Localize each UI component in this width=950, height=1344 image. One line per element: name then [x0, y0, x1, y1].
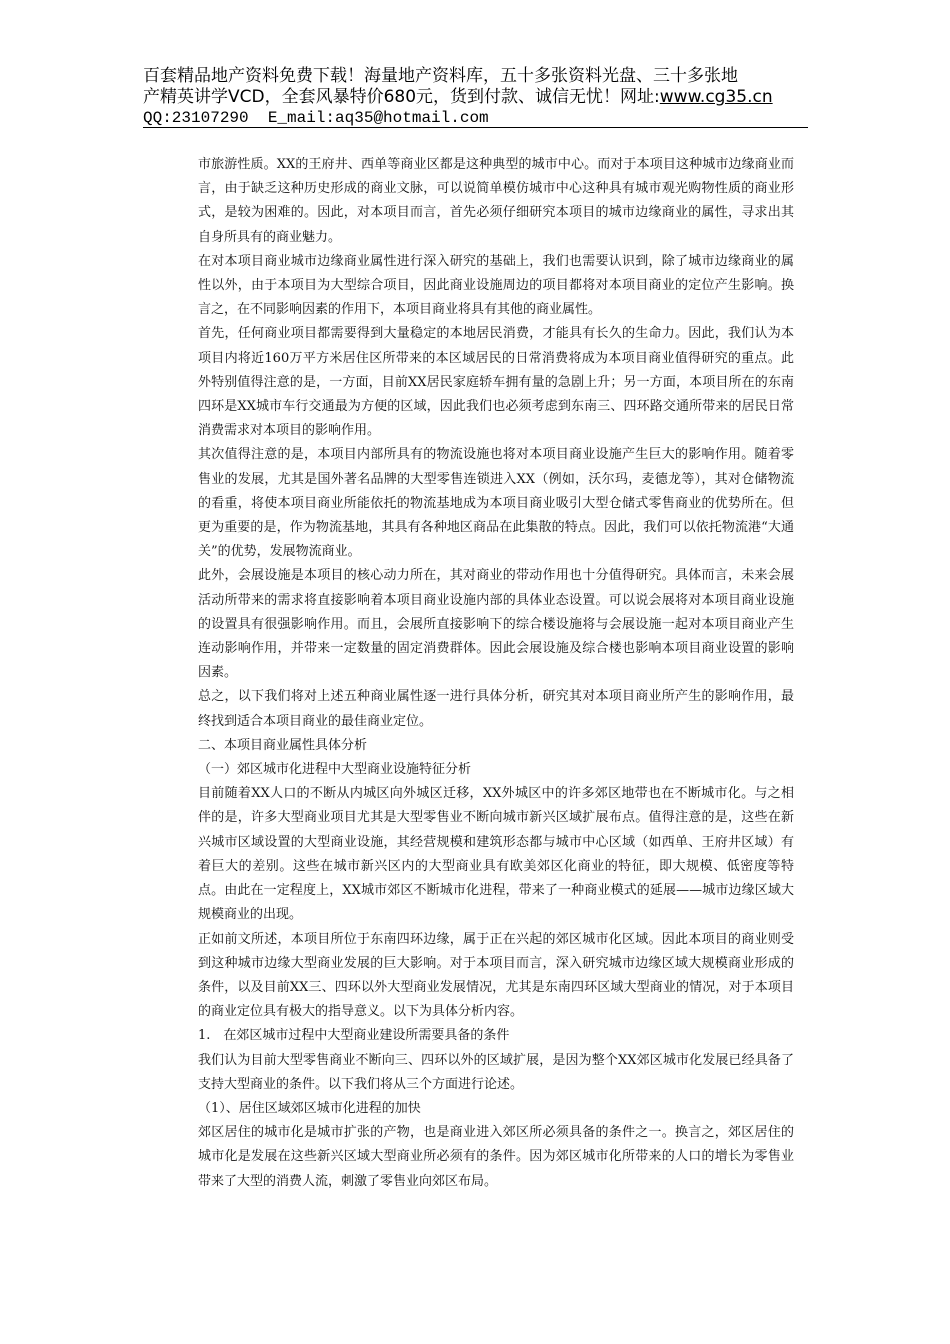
- page-header: [143, 66, 808, 129]
- paragraph: 正如前文所述，本项目所位于东南四环边缘，属于正在兴起的郊区城市化区域。因此本项目的商业则受到这种城市边缘大型商业发展的巨大影响。对于本项目而言，深入研究城市边缘区域大规模商业形成的条件，以及目前XX三、四环以外大型商业发展情况，尤其是东南四环区域大型商业的情况，对于本项目的商业定位具有极大的指导意义。以下为具体分析内容。: [198, 931, 794, 1020]
- section-heading: 二、本项目商业属性具体分析: [198, 737, 368, 753]
- paragraph: 其次值得注意的是，本项目内部所具有的物流设施也将对本项目商业设施产生巨大的影响作用。随着零售业的发展，尤其是国外著名品牌的大型零售连锁进入XX（例如，沃尔玛，麦德龙等），其对仓储物流的看重，将使本项目商业所能依托的物流基地成为本项目商业吸引大型仓储式零售商业的优势所在。但更为重要的是，作为物流基地，其具有各种地区商品在此集散的特点。因此，我们可以依托物流港“大通关”的优势，发展物流商业。: [198, 447, 794, 560]
- paragraph: 市旅游性质。XX的王府井、西单等商业区都是这种典型的城市中心。而对于本项目这种城市边缘商业而言，由于缺乏这种历史形成的商业文脉，可以说简单模仿城市中心这种具有城市观光购物性质的商业形式，是较为困难的。因此，对本项目而言，首先必须仔细研究本项目的城市边缘商业的属性，寻求出其自身所具有的商业魅力。: [198, 157, 794, 245]
- header-divider: [143, 127, 808, 128]
- paragraph: 我们认为目前大型零售商业不断向三、四环以外的区域扩展，是因为整个XX郊区城市化发展已经具备了支持大型商业的条件。以下我们将从三个方面进行论述。: [198, 1052, 794, 1092]
- header-line-1: 百套精品地产资料免费下载！海量地产资料库，五十多张资料光盘、三十多张地: [143, 66, 738, 86]
- header-promo-text: 产精英讲学VCD，全套风暴特价680元，货到付款、诚信无忧！网址:: [143, 87, 660, 107]
- subsection-heading: （一）郊区城市化进程中大型商业设施特征分析: [198, 762, 472, 778]
- sub-numbered-heading: （1）、居住区域郊区城市化进程的加快: [198, 1100, 421, 1116]
- paragraph: 首先，任何商业项目都需要得到大量稳定的本地居民消费，才能具有长久的生命力。因此，我们认为本项目内将近160万平方米居住区所带来的本区域居民的日常消费将成为本项目商业值得研究的重点。此外特别值得注意的是，一方面，目前XX居民家庭轿车拥有量的急剧上升；另一方面，本项目所在的东南四环是XX城市车行交通最为方便的区域，因此我们也必须考虑到东南三、四环路交通所带来的居民日常消费需求对本项目的影响作用。: [198, 326, 794, 439]
- header-line-2: [143, 87, 808, 108]
- paragraph: 总之，以下我们将对上述五种商业属性逐一进行具体分析，研究其对本项目商业所产生的影响作用，最终找到适合本项目商业的最佳商业定位。: [198, 689, 794, 729]
- paragraph: 在对本项目商业城市边缘商业属性进行深入研究的基础上，我们也需要认识到，除了城市边缘商业的属性以外，由于本项目为大型综合项目，因此商业设施周边的项目都将对本项目商业的定位产生影响。换言之，在不同影响因素的作用下，本项目商业将具有其他的商业属性。: [198, 253, 794, 318]
- paragraph: 此外，会展设施是本项目的核心动力所在，其对商业的带动作用也十分值得研究。具体而言，未来会展活动所带来的需求将直接影响着本项目商业设施内部的具体业态设置。可以说会展将对本项目商业设施的设置具有很强影响作用。而且，会展所直接影响下的综合楼设施将与会展设施一起对本项目商业产生连动影响作用，并带来一定数量的固定消费群体。因此会展设施及综合楼也影响本项目商业设置的影响因素。: [198, 568, 794, 681]
- header-contact-line: QQ:23107290 E_mail:aq35@hotmail.com: [143, 109, 489, 127]
- numbered-heading: 1. 在郊区城市过程中大型商业建设所需要具备的条件: [198, 1028, 510, 1044]
- document-body: [198, 153, 794, 1194]
- paragraph: 目前随着XX人口的不断从内城区向外城区迁移，XX外城区中的许多郊区地带也在不断城市化。与之相伴的是，许多大型商业项目尤其是大型零售业不断向城市新兴区域扩展布点。值得注意的是，这些在新兴城市区域设置的大型商业设施，其经营规模和建筑形态都与城市中心区域（如西单、王府井区域）有着巨大的差别。这些在城市新兴区内的大型商业具有欧美郊区化商业的特征，即大规模、低密度等特点。由此在一定程度上，XX城市郊区不断城市化进程，带来了一种商业模式的延展——城市边缘区域大规模商业的出现。: [198, 786, 794, 923]
- website-link[interactable]: www.cg35.cn: [659, 87, 773, 107]
- paragraph: 郊区居住的城市化是城市扩张的产物，也是商业进入郊区所必须具备的条件之一。换言之，郊区居住的城市化是发展在这些新兴区域大型商业所必须有的条件。因为郊区城市化所带来的人口的增长为零售业带来了大型的消费人流，刺激了零售业向郊区布局。: [198, 1125, 794, 1189]
